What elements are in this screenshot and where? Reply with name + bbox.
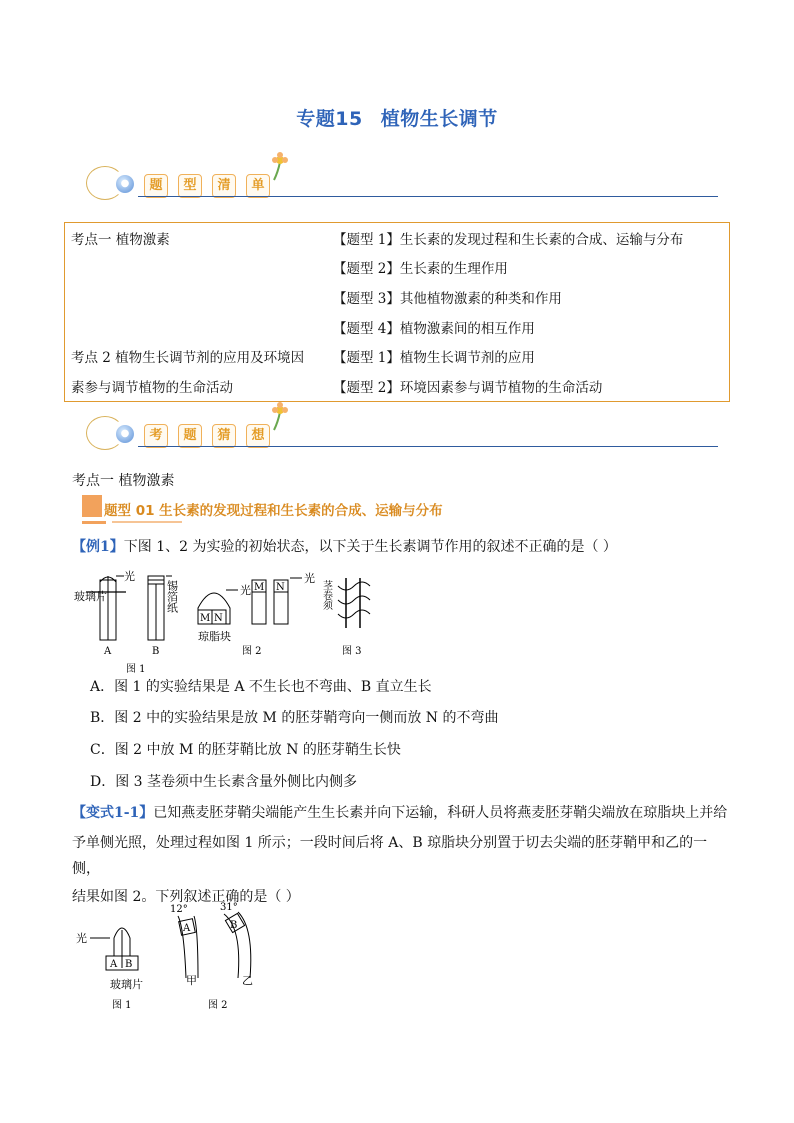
heading-marker-icon xyxy=(82,495,102,517)
foil-label: 锡箔纸 xyxy=(165,580,179,613)
variant-1-1-question xyxy=(72,800,732,910)
title-prefix: 专题15 xyxy=(296,108,363,130)
section-heading: 考点一 植物激素 xyxy=(72,473,175,489)
light-label: 光 xyxy=(76,932,87,945)
banner-char: 猜 xyxy=(212,424,236,448)
table-cell: 素参与调节植物的生命活动 xyxy=(71,379,233,396)
table-row xyxy=(65,253,730,283)
bullet-icon: ● xyxy=(116,175,134,193)
banner-char: 单 xyxy=(246,174,270,198)
table-cell: 【题型 2】生长素的生理作用 xyxy=(333,261,508,278)
variant-1-1-figure xyxy=(72,898,272,1016)
example-tag: 【例1】 xyxy=(72,539,124,555)
question-type-title: 题型 01 生长素的发现过程和生长素的合成、运输与分布 xyxy=(104,503,443,519)
agar-label: 琼脂块 xyxy=(198,630,231,643)
table-cell: 考点一 植物激素 xyxy=(71,231,170,248)
banner-char: 考 xyxy=(144,424,168,448)
banner-char: 题 xyxy=(144,174,168,198)
label-n: N xyxy=(214,613,223,624)
table-cell: 【题型 1】植物生长调节剂的应用 xyxy=(333,350,535,367)
question-type-table xyxy=(64,222,730,402)
page-title xyxy=(0,104,794,131)
example-1-figure xyxy=(74,568,394,675)
table-cell: 【题型 2】环境因素参与调节植物的生命活动 xyxy=(333,379,603,396)
option-d: D．图 3 茎卷须中生长素含量外侧比内侧多 xyxy=(90,774,358,790)
banner-exam-guess xyxy=(78,402,718,454)
yi-label: 乙 xyxy=(242,974,253,987)
banner-char: 想 xyxy=(246,424,270,448)
question-line: 结果如图 2。下列叙述正确的是（ ） xyxy=(72,889,300,905)
fig2-caption: 图 2 xyxy=(242,646,262,657)
fig1-caption: 图 1 xyxy=(112,1000,132,1011)
banner-char: 型 xyxy=(178,174,202,198)
bullet-icon: ● xyxy=(116,425,134,443)
banner-question-list xyxy=(78,152,718,204)
light-label-2: 光 xyxy=(240,584,251,597)
table-row xyxy=(65,312,730,342)
banner-char: 题 xyxy=(178,424,202,448)
table-row xyxy=(65,282,730,312)
table-cell: 【题型 3】其他植物激素的种类和作用 xyxy=(333,290,562,307)
flower-icon xyxy=(268,152,292,182)
fig1-caption: 图 1 xyxy=(126,664,146,675)
label-n-2: N xyxy=(276,582,285,593)
question-text: 下图 1、2 为实验的初始状态，以下关于生长素调节作用的叙述不正确的是（ ） xyxy=(123,539,617,555)
light-label-3: 光 xyxy=(304,572,315,585)
label-b: B xyxy=(152,646,160,657)
jia-label: 甲 xyxy=(186,974,197,987)
label-m: M xyxy=(200,613,211,624)
fig2-caption: 图 2 xyxy=(208,1000,228,1011)
variant-tag: 【变式1-1】 xyxy=(72,805,154,821)
table-cell: 【题型 4】植物激素间的相互作用 xyxy=(333,320,535,337)
option-a: A．图 1 的实验结果是 A 不生长也不弯曲、B 直立生长 xyxy=(90,679,432,695)
title-main: 植物生长调节 xyxy=(380,108,498,130)
banner-char: 清 xyxy=(212,174,236,198)
angle-2: 31° xyxy=(220,902,238,913)
question-line: 予单侧光照，处理过程如图 1 所示；一段时间后将 A、B 琼脂块分别置于切去尖端的胚芽鞘甲和乙的一侧， xyxy=(72,835,708,877)
option-b: B．图 2 中的实验结果是放 M 的胚芽鞘弯向一侧而放 N 的不弯曲 xyxy=(90,710,499,726)
tendril-label: 茎卷须 xyxy=(320,580,332,610)
table-cell: 考点 2 植物生长调节剂的应用及环境因 xyxy=(71,350,305,367)
angle-1: 12° xyxy=(170,904,188,915)
option-c: C．图 2 中放 M 的胚芽鞘比放 N 的胚芽鞘生长快 xyxy=(90,742,401,758)
table-cell: 【题型 1】生长素的发现过程和生长素的合成、运输与分布 xyxy=(333,231,684,248)
block-a-2: A xyxy=(183,923,191,934)
block-a: A xyxy=(110,959,118,970)
question-line: 已知燕麦胚芽鞘尖端能产生生长素并向下运输，科研人员将燕麦胚芽鞘尖端放在琼脂块上并给 xyxy=(153,805,728,821)
table-row xyxy=(65,341,730,371)
light-label: 光 xyxy=(124,570,135,583)
block-b-2: B xyxy=(230,920,238,931)
example-1-question xyxy=(72,534,732,560)
table-cell xyxy=(65,282,328,312)
table-cell xyxy=(65,312,328,342)
table-row xyxy=(65,371,730,401)
table-row xyxy=(65,223,730,253)
fig3-caption: 图 3 xyxy=(342,646,362,657)
glass-label: 玻璃片 xyxy=(110,978,143,991)
table-cell xyxy=(65,253,328,283)
label-a: A xyxy=(104,646,112,657)
glass-label: 玻璃片 xyxy=(74,590,107,603)
block-b: B xyxy=(125,959,133,970)
flower-icon xyxy=(268,402,292,432)
label-m-2: M xyxy=(254,582,265,593)
